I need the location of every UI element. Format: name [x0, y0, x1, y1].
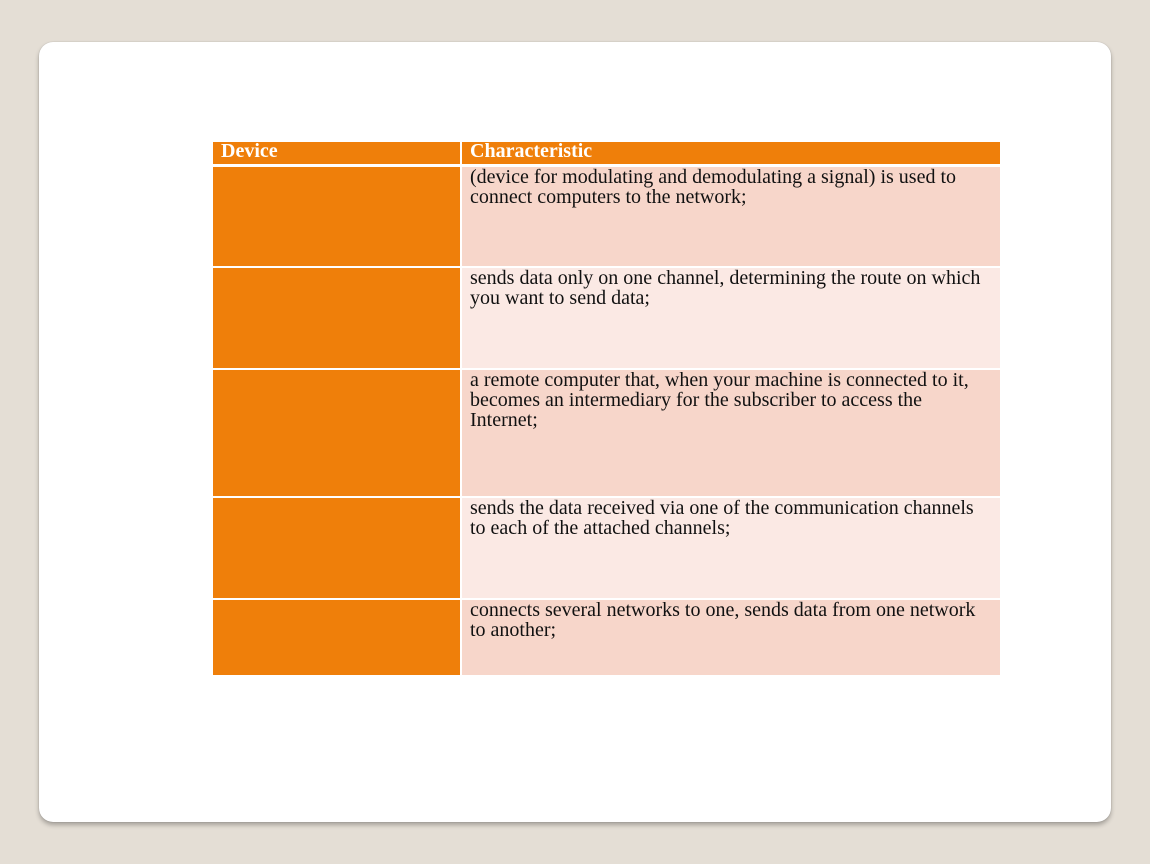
- device-cell: [213, 267, 461, 369]
- characteristic-cell: connects several networks to one, sends data from one network to another;: [461, 599, 1000, 675]
- device-cell: [213, 165, 461, 267]
- characteristic-cell: a remote computer that, when your machine is connected to it, becomes an intermediary for the subscriber to access the Internet;: [461, 369, 1000, 497]
- header-device: Device: [213, 142, 461, 165]
- device-cell: [213, 497, 461, 599]
- table-row: [213, 599, 1000, 675]
- characteristic-cell: sends data only on one channel, determining the route on which you want to send data;: [461, 267, 1000, 369]
- table-row: [213, 369, 1000, 497]
- device-cell: [213, 599, 461, 675]
- header-characteristic: Characteristic: [461, 142, 1000, 165]
- table-row: [213, 267, 1000, 369]
- device-characteristic-table: [213, 142, 1000, 675]
- characteristic-cell: (device for modulating and demodulating a signal) is used to connect computers to the network;: [461, 165, 1000, 267]
- device-cell: [213, 369, 461, 497]
- table-row: [213, 497, 1000, 599]
- characteristic-cell: sends the data received via one of the communication channels to each of the attached channels;: [461, 497, 1000, 599]
- table-header-row: [213, 142, 1000, 165]
- table-row: [213, 165, 1000, 267]
